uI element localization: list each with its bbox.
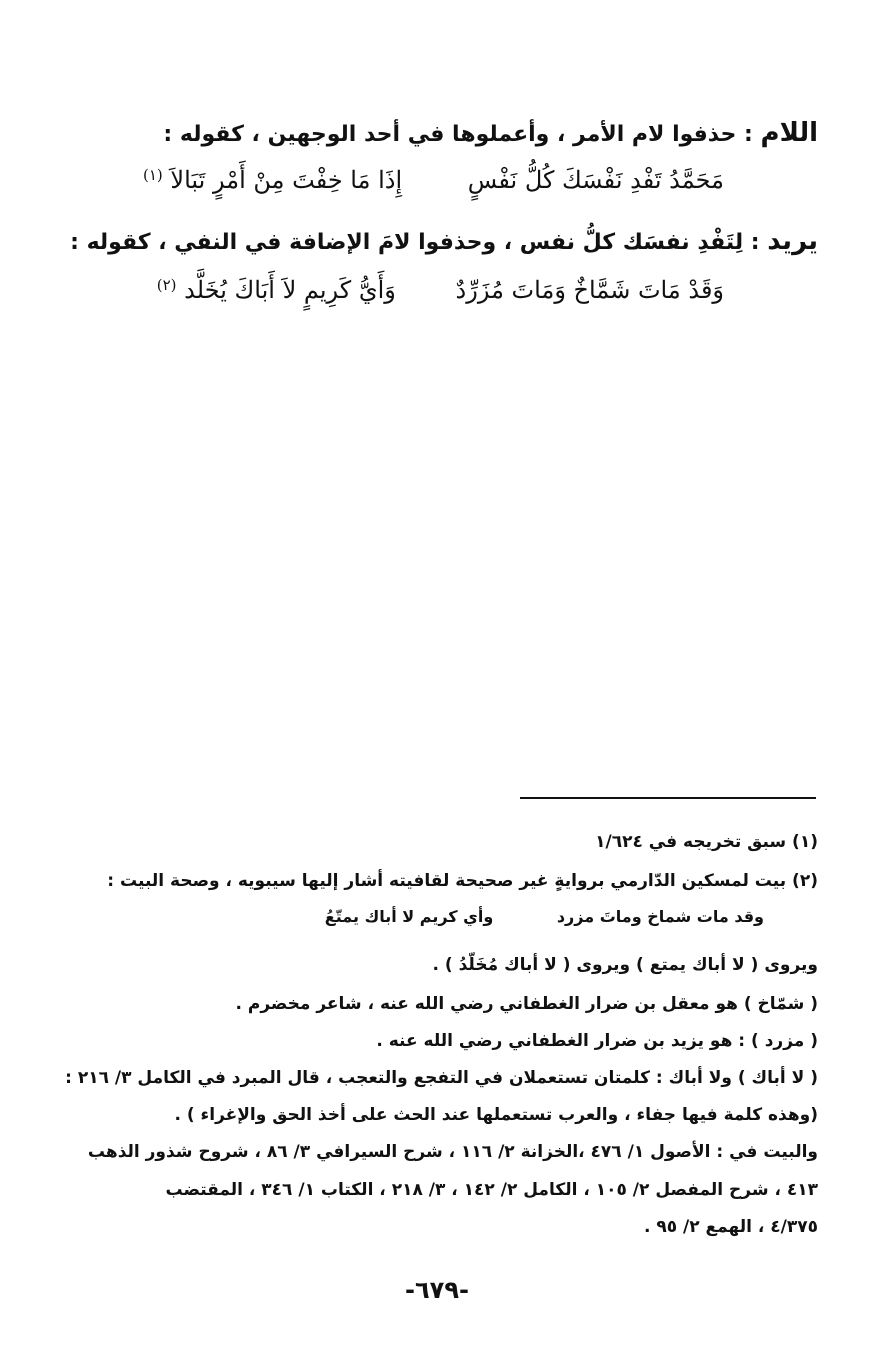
footnote-2-text: بيت لمسكين الدّارمي بروايةٍ غير صحيحة لقافيته أشار إليها سيبويه ، وصحة البيت :: [107, 871, 787, 891]
lam-text: : حذفوا لام الأمر ، وأعملوها في أحد الوجهين ، كقوله :: [163, 122, 753, 147]
footnote-2-verse-second: وأي كريم لا أباك يمتّعُ: [324, 907, 494, 926]
footnote-line-sources-3: ٤/٣٧٥ ، الهمع ٢/ ٩٥ .: [643, 1217, 818, 1237]
footnote-line-sources-2: ٤١٣ ، شرح المفصل ٢/ ١٠٥ ، الكامل ٢/ ١٤٢ ، ٣/ ٢١٨ ، الكتاب ١/ ٣٤٦ ، المقتضب: [165, 1180, 818, 1200]
footnote-2: [107, 871, 818, 891]
verse-1: [143, 166, 724, 194]
lam-keyword: اللام: [760, 118, 818, 148]
page-number: -٦٧٩-: [405, 1276, 469, 1304]
verse-1-first-hemistich: مَحَمَّدُ تَفْدِ نَفْسَكَ كُلُّ نَفْسٍ: [467, 166, 724, 194]
footnote-1-number: (١): [792, 832, 818, 852]
footnote-2-verse: [325, 907, 764, 926]
footnote-line-muzarrid: ( مزرد ) : هو يزيد بن ضرار الغطفاني رضي الله عنه .: [376, 1031, 818, 1051]
footnote-ref-2: (٢): [156, 276, 177, 294]
footnote-line-la-abaka: ( لا أباك ) ولا أباك : كلمتان تستعملان في التفجع والتعجب ، قال المبرد في الكامل ٣/ ٢١٦ :: [65, 1068, 818, 1088]
footnote-ref-1: (١): [143, 166, 163, 184]
verse-1-second-hemistich: إِذَا مَا خِفْتَ مِنْ أَمْرٍ تَبَالاَ: [170, 166, 403, 194]
footnote-2-number: (٢): [792, 871, 818, 891]
yurid-text: : لِتَفْدِ نفسَك كلُّ نفس ، وحذفوا لامَ الإضافة في النفي ، كقوله :: [70, 230, 760, 255]
footnote-line-shammakh: ( شمّاخ ) هو معقل بن ضرار الغطفاني رضي الله عنه ، شاعر مخضرم .: [235, 994, 818, 1014]
footnote-line-quote: (وهذه كلمة فيها جفاء ، والعرب تستعملها عند الحث على أخذ الحق والإغراء ) .: [174, 1105, 818, 1125]
yurid-line: [70, 226, 818, 256]
yurid-keyword: يريد: [767, 226, 818, 256]
footnote-1-text: سبق تخريجه في ١/٦٢٤: [595, 832, 787, 852]
verse-2-second-hemistich: وَأَيُّ كَرِيمٍ لاَ أَبَاكَ يُخَلَّد: [184, 276, 396, 304]
footnote-line-sources-1: والبيت في : الأصول ١/ ٤٧٦ ،الخزانة ٢/ ١١٦ ، شرح السيرافي ٣/ ٨٦ ، شروح شذور الذهب: [87, 1142, 818, 1162]
verse-2: [157, 276, 724, 304]
lam-line: [163, 118, 818, 148]
footnote-2-verse-first: وقد مات شماخ وماتَ مزرد: [556, 907, 764, 926]
footnote-line-variants: ويروى ( لا أباك يمتع ) ويروى ( لا أباك مُخَلّدُ ) .: [432, 955, 818, 975]
verse-2-first-hemistich: وَقَدْ مَاتَ شَمَّاخٌ وَمَاتَ مُزَرِّدٌ: [455, 276, 724, 304]
footnote-1: [595, 832, 818, 852]
footnote-separator: [520, 797, 816, 799]
